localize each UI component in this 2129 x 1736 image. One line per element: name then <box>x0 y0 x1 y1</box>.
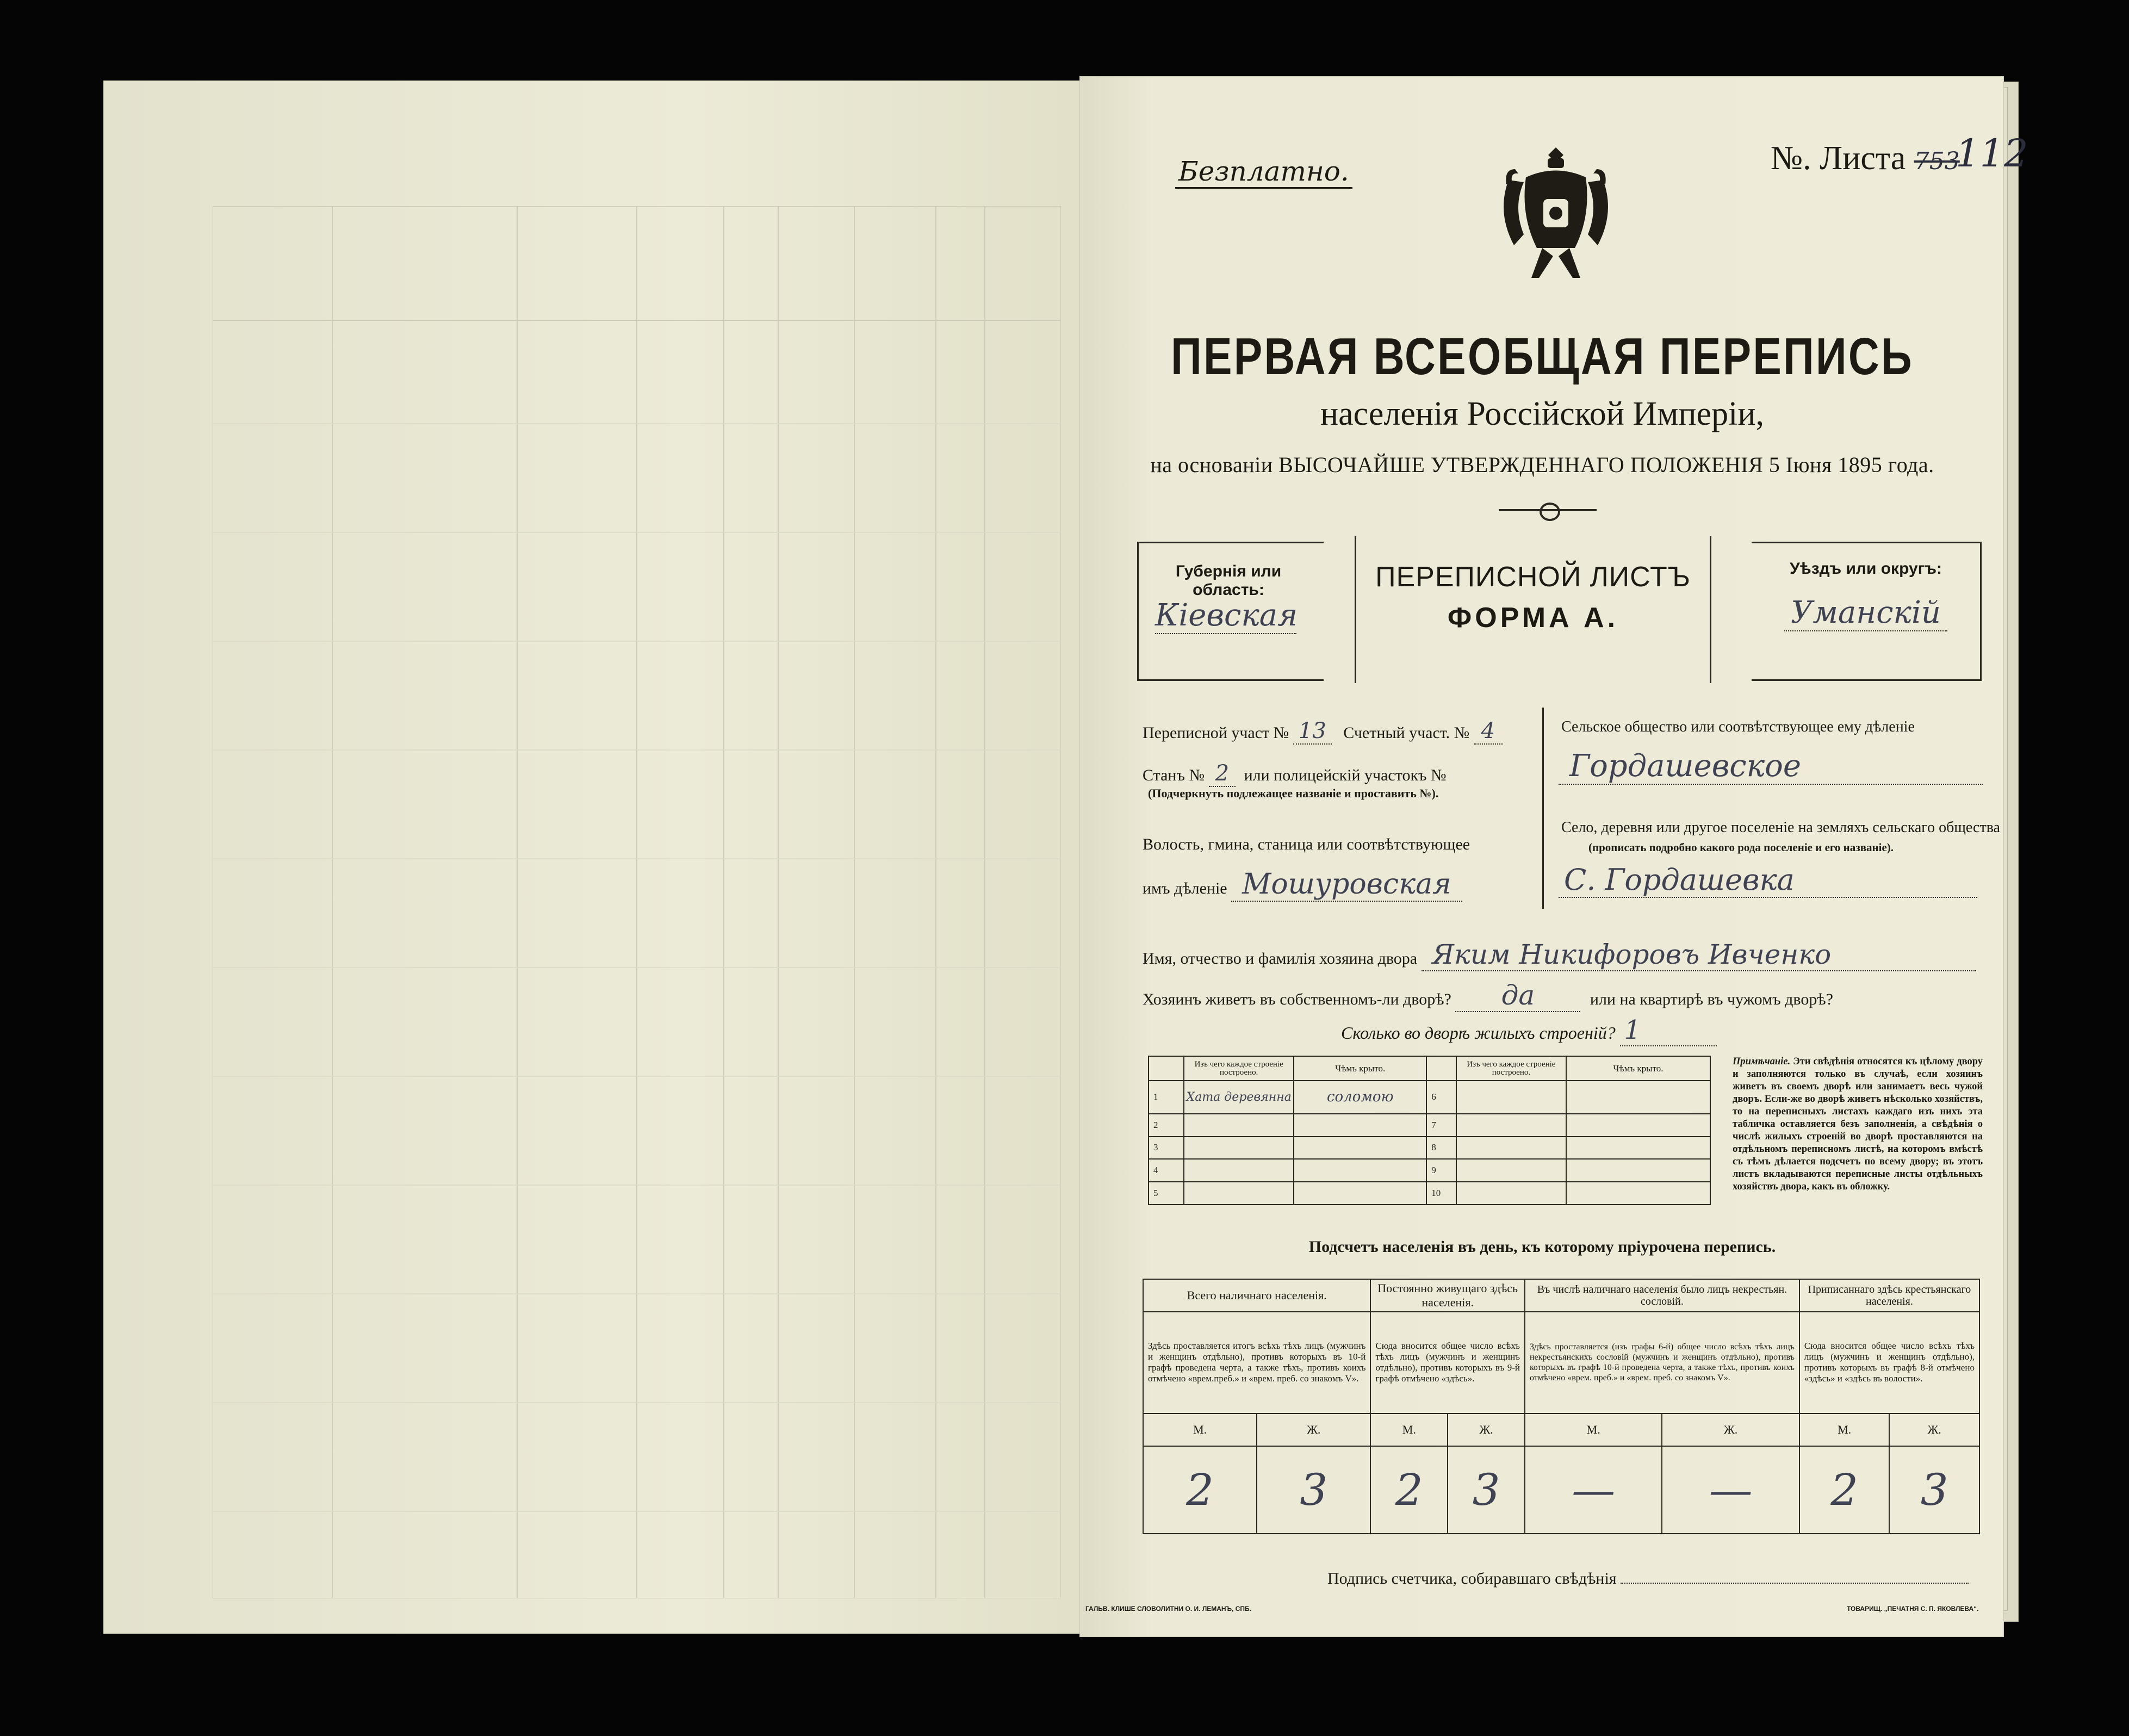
male-label: М. <box>1143 1413 1257 1446</box>
count-male-value: 2 <box>1799 1446 1890 1534</box>
count-col-desc: Сюда вносится общее число всѣхъ тѣхъ лицъ (мужчинъ и женщинъ отдѣльно), противъ которыхъ въ 9-й графѣ отмѣчено «здѣсь». <box>1370 1312 1525 1413</box>
buildings-label: Сколько во дворѣ жилыхъ строеній? <box>1341 1023 1616 1043</box>
counting-district-label: Счетный участ. № <box>1343 724 1470 742</box>
building-material <box>1184 1182 1294 1205</box>
buildings-value: 1 <box>1620 1015 1717 1046</box>
printer-left: ГАЛЬВ. КЛИШЕ СЛОВОЛИТНИ О. И. ЛЕМАНЪ, СПБ. <box>1085 1605 1251 1613</box>
buildings-table <box>1148 1056 1711 1205</box>
main-title: ПЕРВАЯ ВСЕОБЩАЯ ПЕРЕПИСЬ <box>1171 327 1914 386</box>
district-line <box>1143 718 1503 743</box>
society-value: Гордашевское <box>1559 748 1983 785</box>
population-count-table <box>1143 1279 1980 1534</box>
village-value: С. Гордашевка <box>1559 863 1977 898</box>
form-name: ФОРМА А. <box>1447 602 1619 634</box>
police-label: или полицейскій участокъ № <box>1244 766 1447 784</box>
buildings-line <box>1341 1015 1717 1046</box>
row-number: 5 <box>1149 1182 1184 1205</box>
building-material <box>1184 1114 1294 1137</box>
owner-label: Имя, отчество и фамилія хозяина двора <box>1143 950 1418 968</box>
count-col-head: Всего наличнаго населенія. <box>1143 1279 1370 1312</box>
row-number: 1 <box>1149 1081 1184 1114</box>
row-number: 3 <box>1149 1137 1184 1160</box>
society-label: Сельское общество или соотвѣтствующее ему дѣленіе <box>1561 718 1915 735</box>
row-number: 4 <box>1149 1159 1184 1182</box>
sheet-no-struck: 753 <box>1914 147 1960 175</box>
female-label: Ж. <box>1662 1413 1799 1446</box>
count-female-value: 3 <box>1889 1446 1979 1534</box>
count-female-value: — <box>1662 1446 1799 1534</box>
list-title-box <box>1355 536 1711 683</box>
sheet-no-written: 112 <box>1956 131 2028 176</box>
building-material <box>1184 1159 1294 1182</box>
row-number: 6 <box>1426 1081 1456 1114</box>
building-roof <box>1294 1114 1426 1137</box>
count-col-head: Приписаннаго здѣсь крестьянскаго населенія. <box>1799 1279 1979 1312</box>
gubernia-label: Губернія или область: <box>1175 562 1282 599</box>
basis-line: на основаніи ВЫСОЧАЙШЕ УТВЕРЖДЕННАГО ПОЛОЖЕНІЯ 5 Іюня 1895 года. <box>1150 452 1934 477</box>
male-label: М. <box>1799 1413 1890 1446</box>
col-roof-header: Чѣмъ крыто. <box>1294 1056 1426 1081</box>
sheet-no-label: №. Листа <box>1771 140 1906 177</box>
row-number: 9 <box>1426 1159 1456 1182</box>
printer-right: ТОВАРИЩ. „ПЕЧАТНЯ С. П. ЯКОВЛЕВА“. <box>1847 1605 1979 1613</box>
row-number: 8 <box>1426 1137 1456 1160</box>
form-header-box <box>1137 536 1980 683</box>
row-number: 2 <box>1149 1114 1184 1137</box>
note-title: Примѣчаніе. <box>1733 1056 1791 1067</box>
note-text: Эти свѣдѣнія относятся къ цѣлому двору и заполняются только въ случаѣ, если хозяинъ живетъ въ своемъ дворѣ или занимаетъ весь чужой дворъ. Если-же во дворѣ живетъ нѣсколько хозяйствъ, то на переписныхъ листахъ каждаго изъ нихъ эта табличка оставляется безъ заполненія, а свѣдѣнія о числѣ жилыхъ строеній во дворѣ проставляются на отдѣльномъ переписномъ листѣ, на которомъ вмѣстѣ съ тѣмъ дѣлается подсчетъ по всему двору; въ этотъ листъ вкладываются переписные листы отдѣльныхъ хозяйствъ двора, какъ въ обложку. <box>1733 1056 1983 1192</box>
count-title: Подсчетъ населенія въ день, къ которому пріурочена перепись. <box>1308 1238 1776 1256</box>
col-material-header: Изъ чего каждое строеніе построено. <box>1184 1056 1294 1081</box>
uezd-label: Уѣздъ или округъ: <box>1789 560 1942 578</box>
volost-label-1: Волость, гмина, станица или соотвѣтствующее <box>1143 835 1470 853</box>
sheet-number <box>1771 139 1960 178</box>
female-label: Ж. <box>1889 1413 1979 1446</box>
row-number: 7 <box>1426 1114 1456 1137</box>
volost-line <box>1143 868 1462 901</box>
count-col-head: Въ числѣ наличнаго населенія было лицъ некрестьян. сословій. <box>1525 1279 1799 1312</box>
note-block <box>1733 1056 1983 1193</box>
free-label: Безплатно. <box>1175 156 1352 189</box>
signature-blank <box>1621 1583 1969 1584</box>
imperial-eagle-icon <box>1493 147 1618 289</box>
signature-line <box>1327 1570 1969 1588</box>
census-form-page <box>1079 76 2028 1637</box>
gubernia-box <box>1137 542 1324 681</box>
owner-value: Яким Никифоровъ Ивченко <box>1422 939 1976 971</box>
col-roof-header: Чѣмъ крыто. <box>1566 1056 1710 1081</box>
stan-note: (Подчеркнуть подлежащее названіе и проставить №). <box>1148 786 1439 800</box>
male-label: М. <box>1370 1413 1448 1446</box>
count-female-value: 3 <box>1257 1446 1370 1534</box>
col-material-header: Изъ чего каждое строеніе построено. <box>1456 1056 1566 1081</box>
own-yard-value: да <box>1455 979 1580 1012</box>
volost-value: Мошуровская <box>1231 868 1462 902</box>
building-roof: соломою <box>1294 1081 1426 1114</box>
details-divider <box>1542 708 1544 909</box>
building-material <box>1184 1137 1294 1160</box>
count-col-head: Постоянно живущаго здѣсь населенія. <box>1370 1279 1525 1312</box>
yard-line <box>1143 979 1833 1012</box>
signature-label: Подпись счетчика, собиравшаго свѣдѣнія <box>1327 1570 1617 1588</box>
uezd-value: Уманскій <box>1784 595 1947 631</box>
male-label: М. <box>1525 1413 1662 1446</box>
gubernia-value: Кіевская <box>1155 598 1298 633</box>
list-title: ПЕРЕПИСНОЙ ЛИСТЪ <box>1375 561 1691 593</box>
count-female-value: 3 <box>1448 1446 1525 1534</box>
subtitle: населенія Россійской Имперіи, <box>1320 395 1765 432</box>
row-number: 10 <box>1426 1182 1456 1205</box>
owner-line <box>1143 939 1985 971</box>
stan-value: 2 <box>1209 761 1236 787</box>
count-male-value: 2 <box>1370 1446 1448 1534</box>
building-roof <box>1294 1182 1426 1205</box>
building-roof <box>1294 1137 1426 1160</box>
village-note: (прописать подробно какого рода поселеніе и его названіе). <box>1588 841 1894 854</box>
census-district-label: Переписной участ № <box>1143 724 1289 742</box>
female-label: Ж. <box>1257 1413 1370 1446</box>
count-male-value: 2 <box>1143 1446 1257 1534</box>
stan-label: Станъ № <box>1143 766 1205 784</box>
female-label: Ж. <box>1448 1413 1525 1446</box>
show-through-grid <box>213 206 1061 1598</box>
counting-district-value: 4 <box>1474 718 1503 745</box>
own-yard-label: Хозяинъ живетъ въ собственномъ-ли дворѣ? <box>1143 990 1451 1008</box>
volost-label-2: имъ дѣленіе <box>1143 879 1227 897</box>
count-col-desc: Здѣсь проставляется (изъ графы 6-й) общее число всѣхъ тѣхъ лицъ некрестьянскихъ сословій (мужчинъ и женщинъ отдѣльно), противъ которыхъ въ графѣ 10-й проведена черта, а также тѣхъ, противъ коихъ отмѣчено «врем. преб.» и «врем. преб. со знакомъ V». <box>1525 1312 1799 1413</box>
building-material: Хата деревянна <box>1184 1081 1294 1114</box>
census-district-value: 13 <box>1293 718 1332 745</box>
uezd-box <box>1752 542 1982 681</box>
rent-label: или на квартирѣ въ чужомъ дворѣ? <box>1590 990 1833 1008</box>
count-col-desc: Сюда вносится общее число всѣхъ тѣхъ лицъ (мужчинъ и женщинъ отдѣльно), противъ которыхъ въ графѣ 8-й отмѣчено «здѣсь» и «здѣсь въ волости». <box>1799 1312 1979 1413</box>
count-col-desc: Здѣсь проставляется итогъ всѣхъ тѣхъ лицъ (мужчинъ и женщинъ отдѣльно), противъ которыхъ въ 10-й графѣ проведена черта, а также тѣхъ, противъ коихъ отмѣчено «врем.преб.» и «врем. преб. со знакомъ V». <box>1143 1312 1370 1413</box>
village-label: Село, деревня или другое поселеніе на земляхъ сельскаго общества <box>1561 819 2000 836</box>
stan-line <box>1143 761 1447 786</box>
building-roof <box>1294 1159 1426 1182</box>
ornament-center-icon <box>1540 503 1560 521</box>
left-page <box>103 80 1082 1634</box>
count-male-value: — <box>1525 1446 1662 1534</box>
